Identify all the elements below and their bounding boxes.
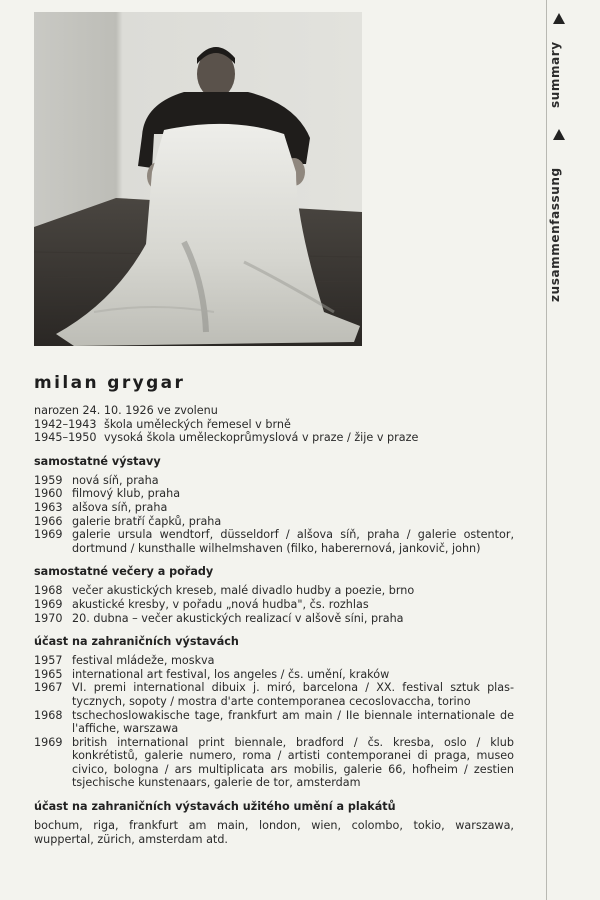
section-applied-art-posters xyxy=(34,800,514,846)
entry-text: international art festival, los angeles / čs. umění, kraków xyxy=(72,667,390,681)
entry-text: akustické kresby, v pořadu „nová hudba", čs. rozhlas xyxy=(72,597,369,611)
list-item xyxy=(34,487,514,501)
education-text: škola uměleckých řemesel v brně xyxy=(104,417,291,431)
biography-content xyxy=(34,372,514,846)
entry-text: alšova síň, praha xyxy=(72,500,168,514)
tab-summary[interactable]: summary xyxy=(548,41,562,108)
list-item xyxy=(34,515,514,529)
year: 1957 xyxy=(34,654,63,668)
triangle-up-icon[interactable] xyxy=(553,13,565,24)
section-title: účast na zahraničních výstavách užitého umění a plakátů xyxy=(34,800,396,814)
entry-text: 20. dubna – večer akustických realizací v alšově síni, praha xyxy=(72,611,404,625)
list-item xyxy=(34,612,514,626)
section-solo-exhibitions xyxy=(34,455,514,556)
list-item xyxy=(34,598,514,612)
year: 1967 xyxy=(34,681,63,695)
year: 1960 xyxy=(34,487,63,501)
list-item xyxy=(34,654,514,668)
side-divider xyxy=(546,0,547,900)
education-row xyxy=(34,418,514,432)
list-item xyxy=(34,528,514,555)
list-item xyxy=(34,501,514,515)
birth-info: narozen 24. 10. 1926 ve zvolenu xyxy=(34,404,218,417)
artist-photo xyxy=(34,12,362,346)
year: 1959 xyxy=(34,473,63,487)
list-item xyxy=(34,709,514,736)
triangle-up-icon[interactable] xyxy=(553,129,565,140)
list-item xyxy=(34,736,514,790)
entry-text: festival mládeže, moskva xyxy=(72,654,215,668)
education-row xyxy=(34,431,514,445)
entry-text: galerie ursula wendtorf, düsseldorf / alšova síň, praha / galerie ostentor, dortmund / kunsthalle wilhelmshaven (filko, haberernová, jankovič, john) xyxy=(72,528,514,555)
list-item xyxy=(34,668,514,682)
year: 1968 xyxy=(34,708,63,722)
entry-text: galerie bratří čapků, praha xyxy=(72,514,222,528)
entry-text: british international print biennale, bradford / čs. kresba, oslo / klub konkrétistů, galerie numero, roma / artisti contemporanei di praga, museo civico, bologna / ars multiplicata ars mobilis, galerie 66, hofheim / zestien tsjechische kunstenaars, galerie de tor, amsterdam xyxy=(72,735,514,790)
list-item xyxy=(34,474,514,488)
education-years: 1942–1943 xyxy=(34,417,97,431)
year: 1965 xyxy=(34,667,63,681)
photo-image xyxy=(34,12,362,346)
section-title: samostatné večery a pořady xyxy=(34,565,214,579)
entry-text: nová síň, praha xyxy=(72,473,159,487)
year: 1963 xyxy=(34,500,63,514)
year: 1969 xyxy=(34,597,63,611)
entry-text: filmový klub, praha xyxy=(72,487,181,501)
education-years: 1945–1950 xyxy=(34,431,97,445)
list-item xyxy=(34,584,514,598)
entry-text: večer akustických kreseb, malé divadlo hudby a poezie, brno xyxy=(72,584,415,598)
city-list: bochum, riga, frankfurt am main, london, wien, colombo, tokio, warszawa, wuppertal, zürich, amsterdam atd. xyxy=(34,819,514,846)
section-title: samostatné výstavy xyxy=(34,454,161,468)
side-tab-navigation xyxy=(548,0,570,310)
section-title: účast na zahraničních výstavách xyxy=(34,635,239,649)
list-item xyxy=(34,681,514,708)
year: 1966 xyxy=(34,514,63,528)
section-foreign-exhibitions xyxy=(34,635,514,790)
education-text: vysoká škola uměleckoprůmyslová v praze / žije v praze xyxy=(104,431,419,445)
tab-zusammenfassung[interactable]: zusammenfassung xyxy=(548,167,562,302)
entry-text: VI. premi international dibuix j. miró, barcelona / XX. festival sztuk plas-tycznych, sopoty / mostra d'arte contemporanea cecoslovaccha, torino xyxy=(72,681,514,708)
year: 1969 xyxy=(34,735,63,749)
year: 1970 xyxy=(34,611,63,625)
year: 1969 xyxy=(34,528,63,542)
year: 1968 xyxy=(34,584,63,598)
entry-text: tschechoslowakische tage, frankfurt am main / IIe biennale internationale de l'affiche, warszawa xyxy=(72,708,514,736)
section-solo-evenings xyxy=(34,565,514,625)
artist-name: milan grygar xyxy=(34,373,186,393)
